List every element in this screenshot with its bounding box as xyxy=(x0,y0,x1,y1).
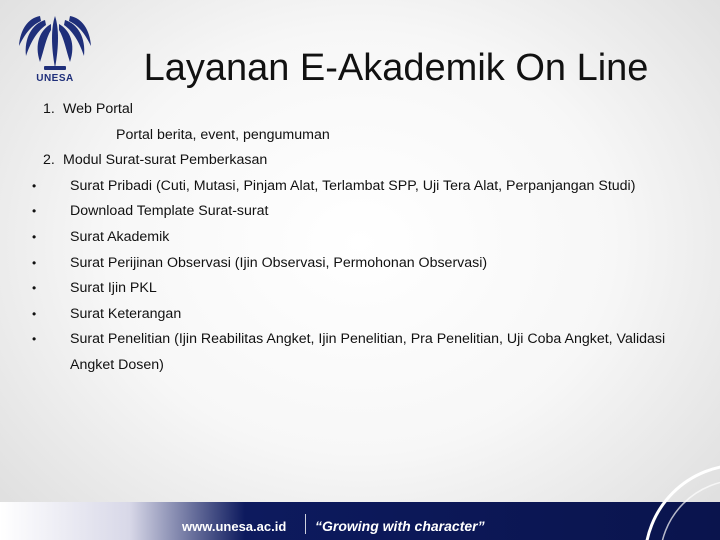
bullet-icon: • xyxy=(32,178,37,193)
slide-title: Layanan E-Akademik On Line xyxy=(143,47,649,89)
bullet-text: Download Template Surat-surat xyxy=(70,203,269,220)
logo-text: UNESA xyxy=(36,73,74,84)
unesa-logo xyxy=(18,10,92,88)
bullet-item xyxy=(32,276,693,302)
bullet-icon: • xyxy=(32,281,37,296)
bullet-icon: • xyxy=(32,306,37,321)
bullet-item xyxy=(32,251,693,277)
item-number: 2. xyxy=(43,152,55,169)
sub-item: Portal berita, event, pengumuman xyxy=(116,126,330,143)
unesa-emblem-icon xyxy=(18,10,92,74)
footer-arc-decoration xyxy=(630,450,720,540)
bullet-text: Surat Penelitian (Ijin Reabilitas Angket, Ijin Penelitian, Pra Penelitian, Uji Coba Angket, Validasi Angket Dosen) xyxy=(70,331,666,373)
bullet-text: Surat Ijin PKL xyxy=(70,280,157,297)
item-number: 1. xyxy=(43,101,55,117)
footer-divider xyxy=(305,514,306,534)
bullet-icon: • xyxy=(32,255,37,270)
bullet-text: Surat Akademik xyxy=(70,228,170,245)
bullet-icon: • xyxy=(32,332,37,347)
bullet-item xyxy=(32,327,693,378)
bullet-item xyxy=(32,225,693,251)
bullet-item xyxy=(32,199,693,225)
bullet-icon: • xyxy=(32,204,37,219)
footer-tagline: “Growing with character” xyxy=(315,518,485,534)
bullet-text: Surat Perijinan Observasi (Ijin Observasi, Permohonan Observasi) xyxy=(70,254,488,271)
item-text: Web Portal xyxy=(63,101,133,117)
item-text: Modul Surat-surat Pemberkasan xyxy=(63,152,268,169)
numbered-item-2 xyxy=(43,148,693,174)
numbered-item-1 xyxy=(43,97,693,123)
bullet-text: Surat Keterangan xyxy=(70,305,182,322)
footer-url: www.unesa.ac.id xyxy=(182,519,287,534)
bullet-item xyxy=(32,302,693,328)
bullet-item xyxy=(32,174,693,200)
footer-bar xyxy=(0,502,720,540)
slide-content xyxy=(32,97,693,379)
bullet-text: Surat Pribadi (Cuti, Mutasi, Pinjam Alat, Terlambat SPP, Uji Tera Alat, Perpanjangan Studi) xyxy=(70,177,636,194)
bullet-icon: • xyxy=(32,229,37,244)
